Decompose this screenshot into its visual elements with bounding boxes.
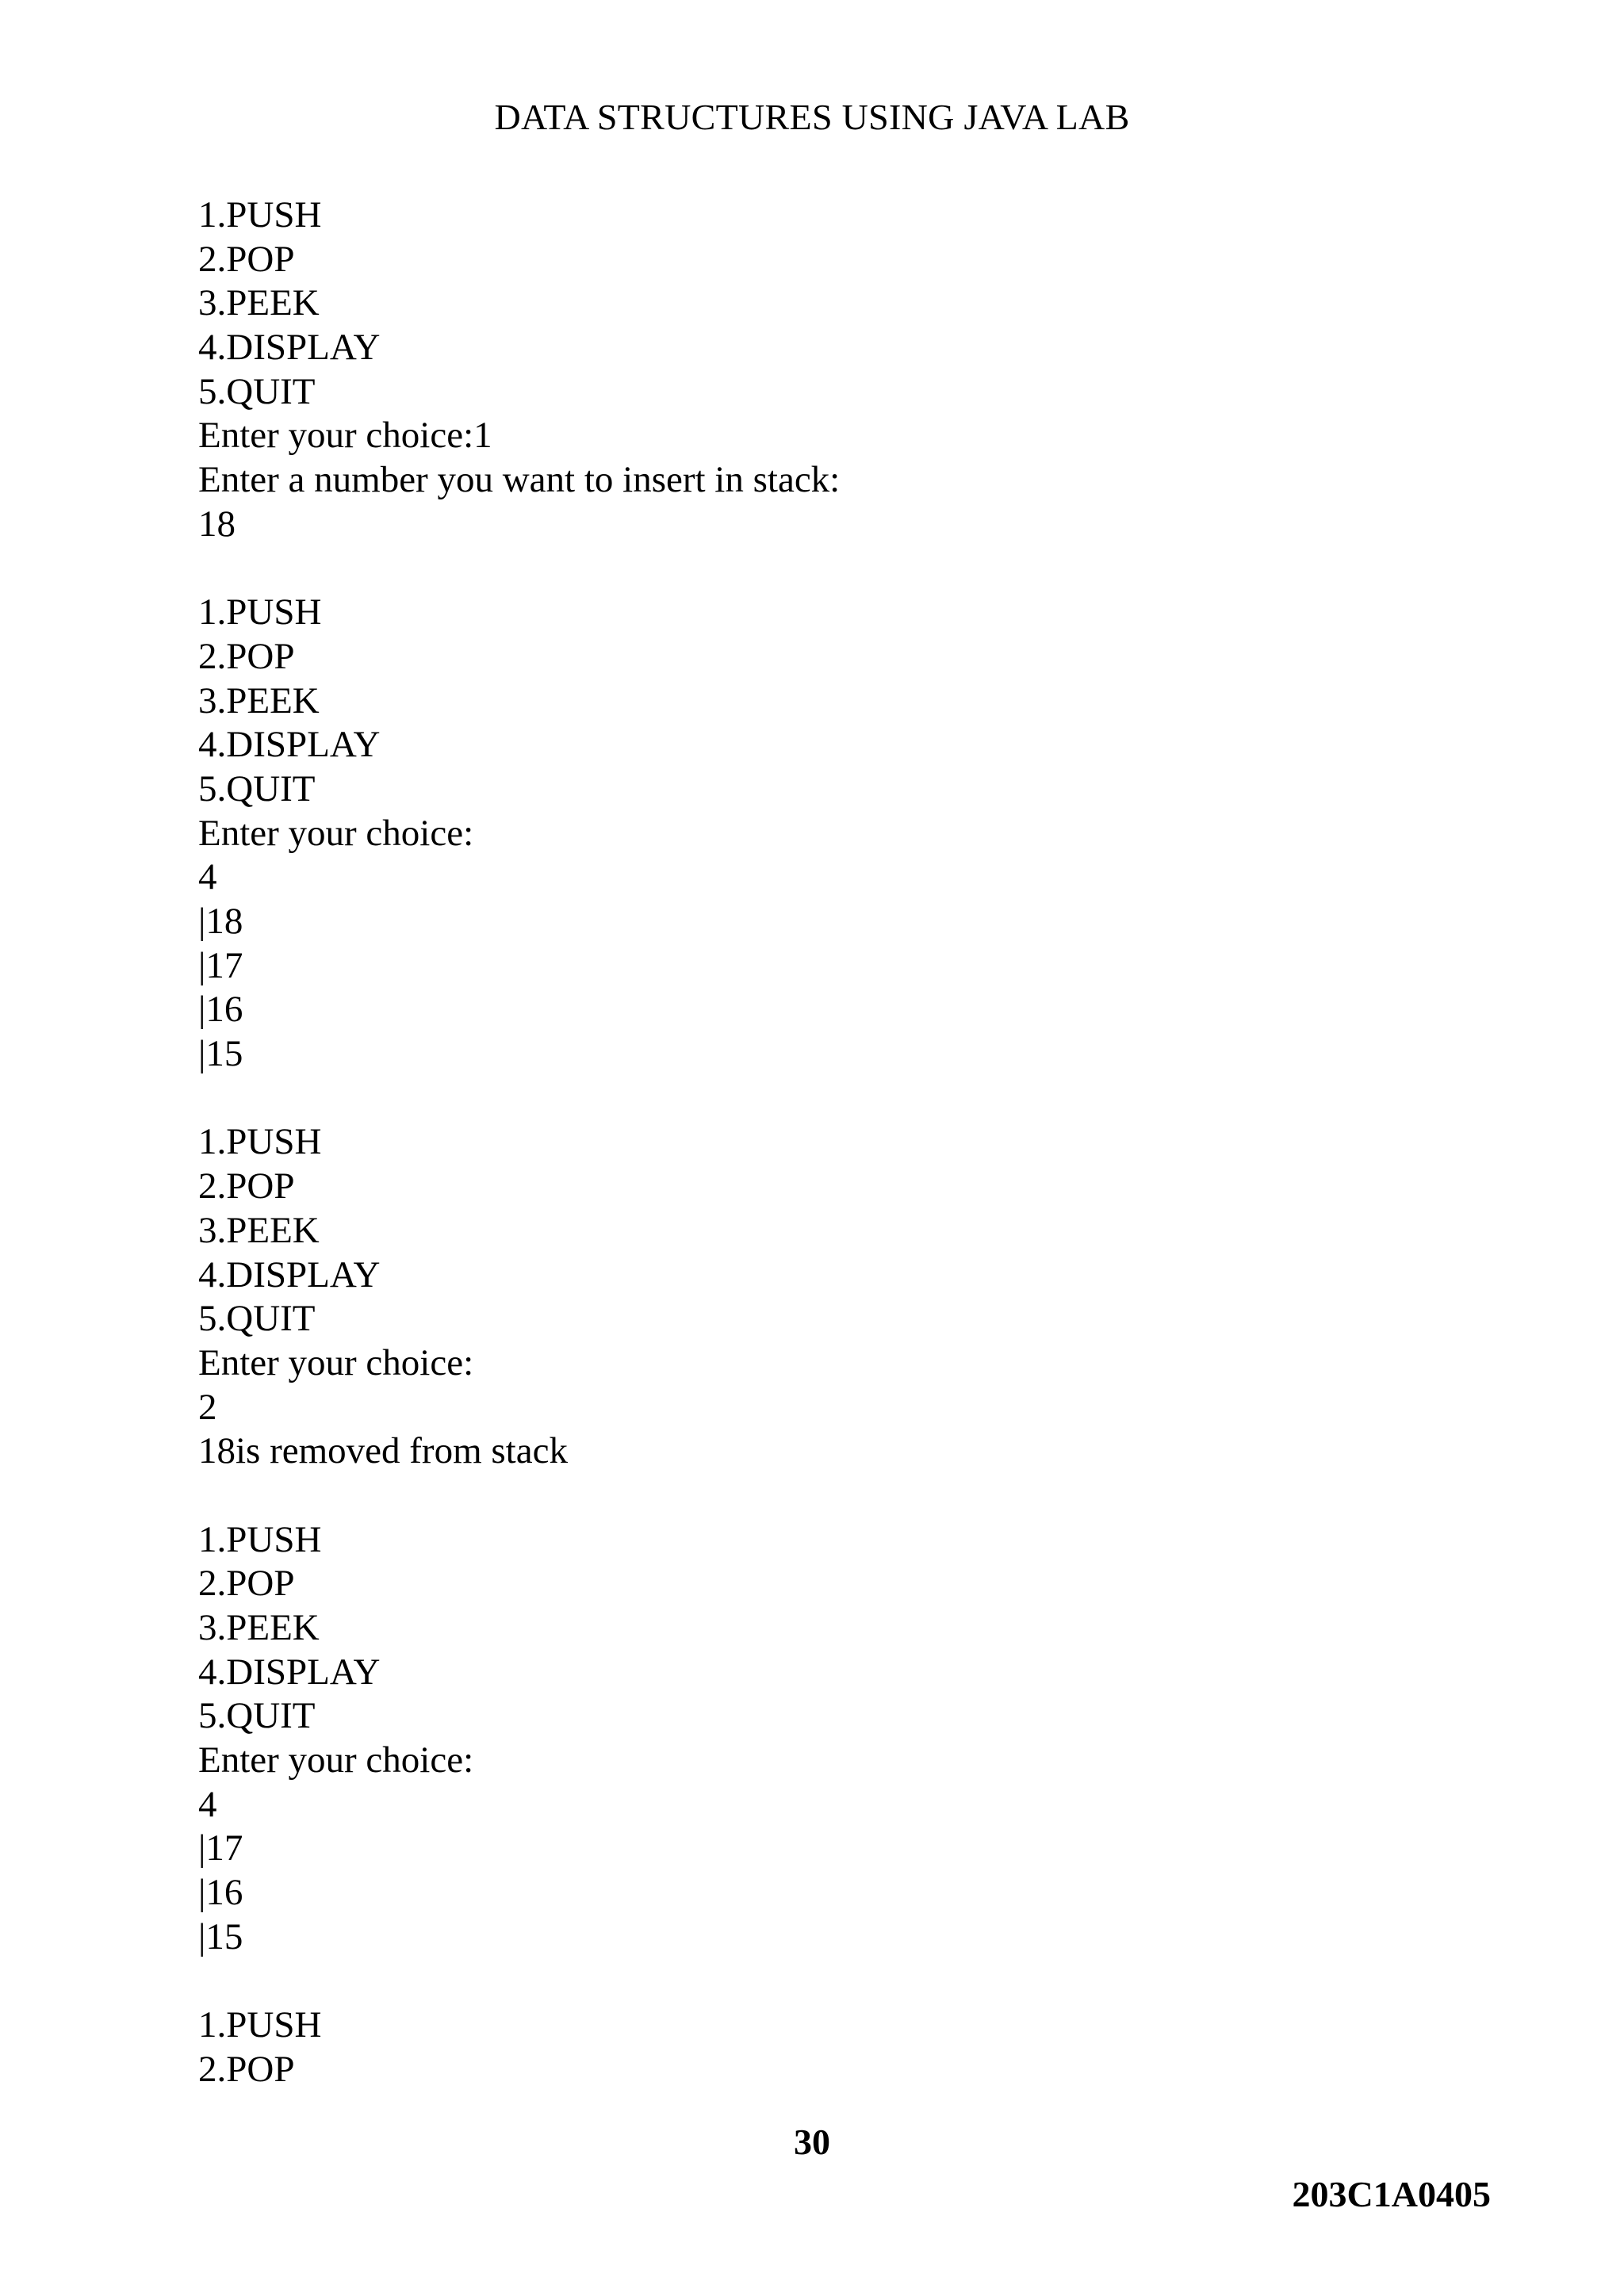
output-line: 2.POP [198,1563,295,1605]
page-number: 30 [794,2122,830,2162]
output-line: Enter a number you want to insert in stack: [198,459,841,501]
output-line: |15 [198,1915,243,1957]
roll-number: 203C1A0405 [1292,2174,1491,2214]
program-output [198,193,1467,2092]
output-line: 2.POP [198,1165,295,1207]
output-line: 4.DISPLAY [198,724,381,766]
output-line: 3.PEEK [198,1209,320,1251]
output-line: 5.QUIT [198,1695,316,1737]
blank-line [198,1077,1467,1121]
output-line: 1.PUSH [198,591,322,633]
output-line: 2 [198,1386,217,1428]
output-line: |16 [198,1872,243,1914]
output-line: 1.PUSH [198,2004,322,2046]
output-line: 3.PEEK [198,282,320,324]
output-line: 4 [198,856,217,898]
output-line: |17 [198,944,243,986]
output-line: 2.POP [198,635,295,677]
output-line: 1.PUSH [198,1518,322,1560]
output-line: 18is removed from stack [198,1430,568,1472]
output-line: Enter your choice:1 [198,415,492,457]
output-line: 4.DISPLAY [198,1253,381,1295]
output-line: 5.QUIT [198,1298,316,1340]
output-line: 5.QUIT [198,370,316,412]
output-line: |15 [198,1033,243,1075]
page-header-title: DATA STRUCTURES USING JAVA LAB [494,97,1130,137]
blank-line [198,1960,1467,2004]
output-line: 4.DISPLAY [198,1651,381,1693]
output-line: Enter your choice: [198,812,474,854]
output-line: 1.PUSH [198,194,322,235]
output-line: 4.DISPLAY [198,327,381,369]
output-line: |18 [198,901,243,942]
output-line: 18 [198,503,236,545]
output-line: 3.PEEK [198,1607,320,1648]
output-line: 2.POP [198,2048,295,2090]
output-line: 3.PEEK [198,679,320,721]
output-line: 2.POP [198,238,295,280]
output-line: 5.QUIT [198,767,316,809]
blank-line [198,1474,1467,1518]
output-line: Enter your choice: [198,1739,474,1781]
output-line: |16 [198,989,243,1031]
output-line: 1.PUSH [198,1121,322,1163]
output-line: Enter your choice: [198,1341,474,1383]
output-line: 4 [198,1783,217,1825]
output-line: |17 [198,1827,243,1869]
blank-line [198,547,1467,591]
